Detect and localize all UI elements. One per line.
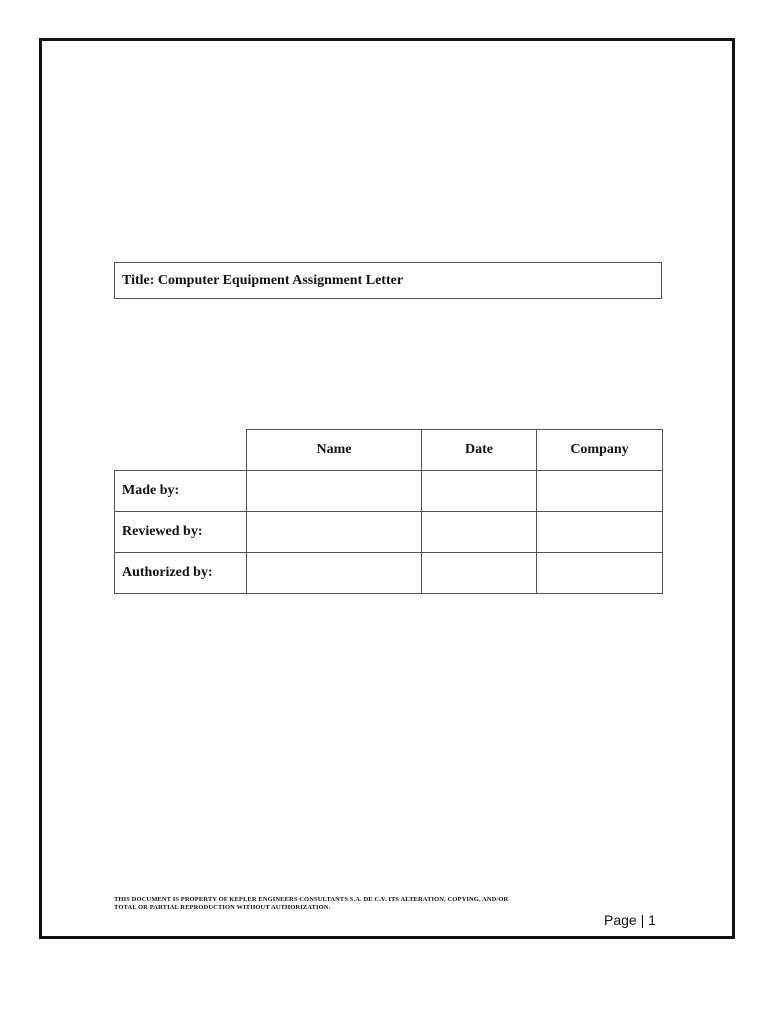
header-empty-cell <box>115 430 247 471</box>
row-label-reviewed-by: Reviewed by: <box>115 512 247 553</box>
document-title: Title: Computer Equipment Assignment Letter <box>122 272 404 288</box>
authorized-by-name-cell <box>247 553 422 594</box>
header-company: Company <box>537 430 663 471</box>
table-row <box>115 512 663 553</box>
page-number: Page | 1 <box>604 912 656 928</box>
row-label-authorized-by: Authorized by: <box>115 553 247 594</box>
signature-table <box>114 429 663 594</box>
footer-disclaimer-line-2: TOTAL OR PARTIAL REPRODUCTION WITHOUT AUTHORIZATION. <box>114 904 331 911</box>
table-row <box>115 553 663 594</box>
document-title-box <box>114 262 662 299</box>
header-date: Date <box>422 430 537 471</box>
row-label-made-by: Made by: <box>115 471 247 512</box>
table-row <box>115 471 663 512</box>
footer-disclaimer-line-1: THIS DOCUMENT IS PROPERTY OF KEPLER ENGINEERS CONSULTANTS S.A. DE C.V. ITS ALTERATION, COPYING, AND/OR <box>114 896 509 903</box>
reviewed-by-date-cell <box>422 512 537 553</box>
made-by-name-cell <box>247 471 422 512</box>
authorized-by-company-cell <box>537 553 663 594</box>
made-by-date-cell <box>422 471 537 512</box>
footer-disclaimer <box>114 896 574 912</box>
reviewed-by-name-cell <box>247 512 422 553</box>
header-name: Name <box>247 430 422 471</box>
made-by-company-cell <box>537 471 663 512</box>
authorized-by-date-cell <box>422 553 537 594</box>
reviewed-by-company-cell <box>537 512 663 553</box>
signature-table-header-row <box>115 430 663 471</box>
